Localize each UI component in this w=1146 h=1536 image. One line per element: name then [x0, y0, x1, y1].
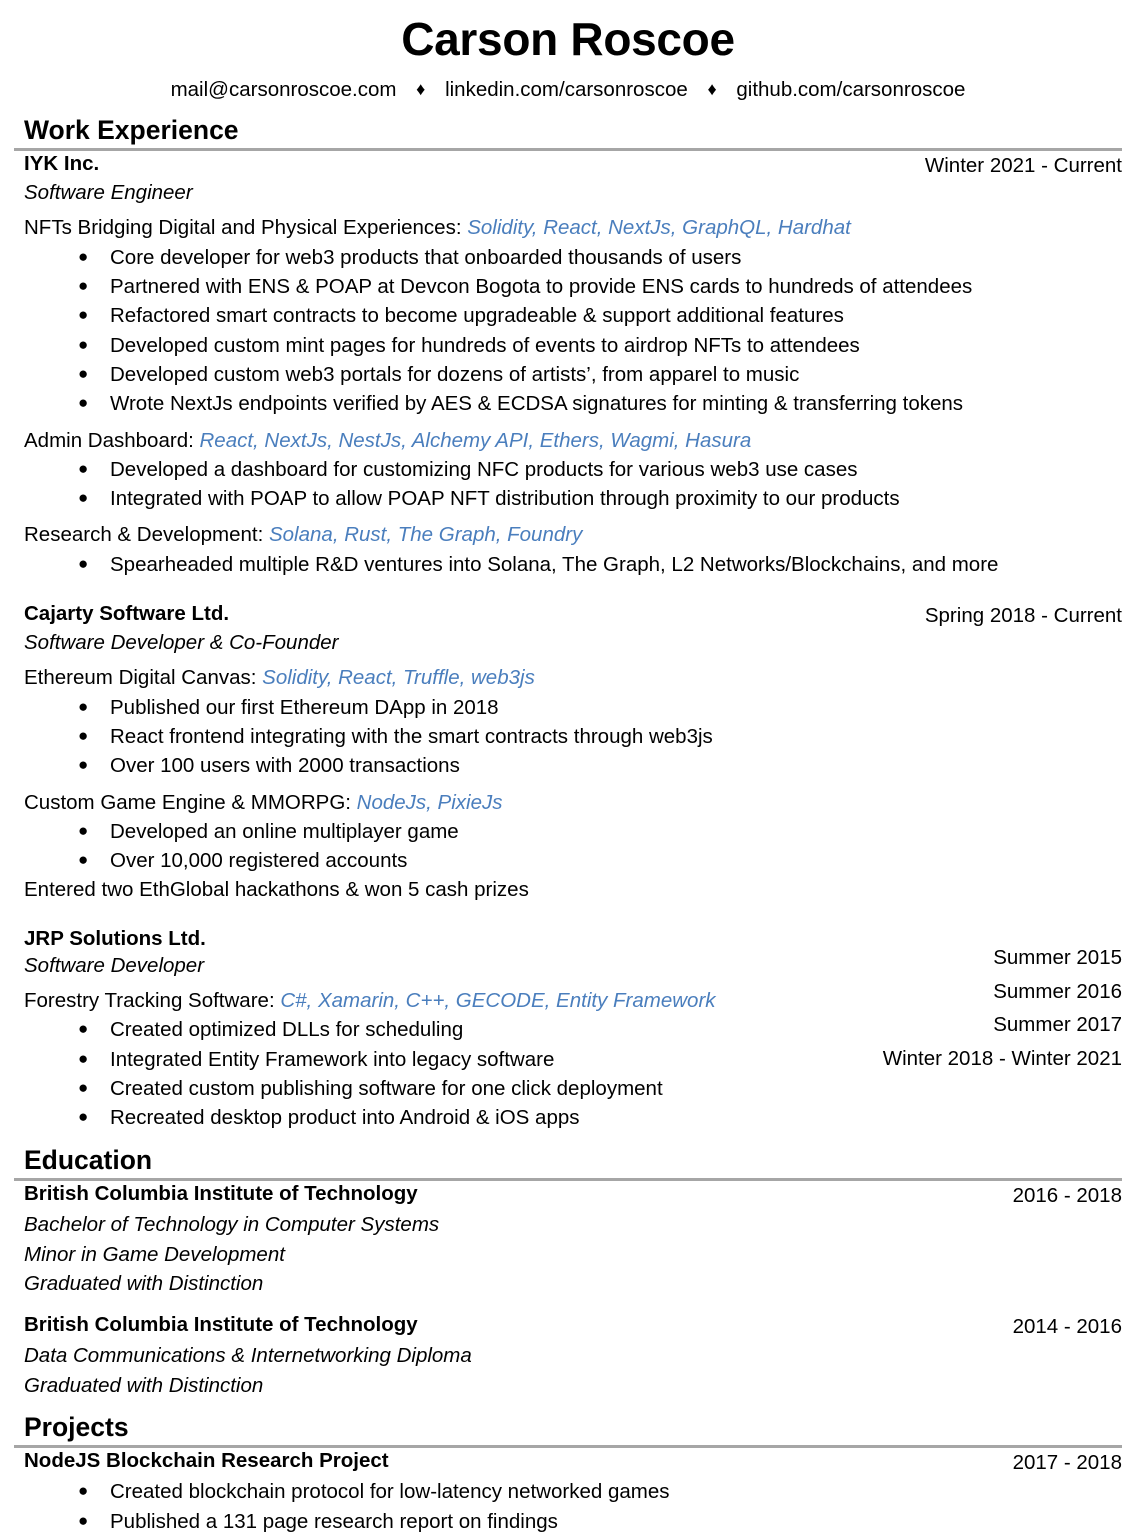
- project-label: Forestry Tracking Software:: [24, 989, 281, 1013]
- education-detail: Minor in Game Development: [24, 1242, 285, 1266]
- date-range: Winter 2018 - Winter 2021: [882, 1046, 1122, 1070]
- bullet-dot-icon: ●: [78, 850, 89, 870]
- bullet-list: [24, 693, 1122, 781]
- contact-line: [14, 78, 1122, 103]
- spacer: [14, 904, 1122, 926]
- bullet-list: [24, 817, 1122, 876]
- tech-stack: Solidity, React, Truffle, web3js: [262, 666, 535, 690]
- bullet-dot-icon: ●: [78, 305, 89, 325]
- bullet-dot-icon: ●: [78, 1107, 89, 1127]
- employer-name: JRP Solutions Ltd.: [24, 927, 206, 951]
- tech-stack: Solidity, React, NextJs, GraphQL, Hardhat: [467, 216, 851, 240]
- project-label: Admin Dashboard:: [24, 428, 200, 452]
- education-entry: [14, 1181, 1122, 1298]
- tech-stack: React, NextJs, NestJs, Alchemy API, Ethers, Wagmi, Hasura: [199, 428, 752, 452]
- bullet-item: [24, 243, 1122, 272]
- bullet-item: [24, 331, 1122, 360]
- work-entry: [14, 926, 1122, 1132]
- date-range: Summer 2016: [993, 979, 1122, 1003]
- bullet-item: [24, 722, 1122, 751]
- work-entry-header: [24, 151, 1122, 180]
- work-experience-body: [14, 151, 1122, 1133]
- work-entry: [14, 601, 1122, 904]
- bullet-dot-icon: ●: [78, 1078, 89, 1097]
- bullet-item: [24, 693, 1122, 722]
- bullet-dot-icon: ●: [78, 488, 89, 508]
- bullet-text: Developed an online multiplayer game: [110, 819, 459, 843]
- bullet-item: [24, 360, 1122, 389]
- bullet-dot-icon: ●: [78, 1481, 89, 1501]
- bullet-dot-icon: ●: [78, 276, 89, 295]
- job-title: Software Developer & Co-Founder: [24, 631, 339, 655]
- education-entry-header: [24, 1312, 1122, 1341]
- work-entry-header: [24, 601, 1122, 630]
- bullet-text: Created blockchain protocol for low-latency networked games: [110, 1480, 670, 1504]
- bullet-item: [24, 550, 1122, 579]
- project-title-line: [24, 214, 1122, 242]
- bullet-item: [24, 484, 1122, 513]
- bullet-list: [24, 243, 1122, 419]
- bullet-text: Over 100 users with 2000 transactions: [110, 754, 460, 778]
- bullet-text: Created optimized DLLs for scheduling: [110, 1018, 464, 1042]
- education-detail: Graduated with Distinction: [24, 1373, 264, 1397]
- bullet-item: [24, 272, 1122, 301]
- bullet-text: Recreated desktop product into Android & iOS apps: [110, 1106, 580, 1130]
- section-heading-projects: Projects: [24, 1411, 129, 1442]
- diamond-separator-icon: ♦: [707, 79, 717, 99]
- bullet-list: [24, 1015, 1122, 1132]
- bullet-text: Developed custom web3 portals for dozens of artists’, from apparel to music: [110, 362, 800, 386]
- school-name: British Columbia Institute of Technology: [24, 1313, 418, 1337]
- bullet-text: Integrated with POAP to allow POAP NFT distribution through proximity to our products: [110, 487, 900, 511]
- education-entry-header: [24, 1181, 1122, 1210]
- bullet-text: Created custom publishing software for one click deployment: [110, 1077, 663, 1100]
- projects-body: [14, 1448, 1122, 1536]
- date-range: 2014 - 2016: [1012, 1315, 1122, 1339]
- github-link[interactable]: github.com/carsonroscoe: [736, 78, 966, 101]
- project-label: Research & Development:: [24, 523, 269, 547]
- project-label: Custom Game Engine & MMORPG:: [24, 790, 357, 814]
- education-detail: Bachelor of Technology in Computer Systems: [24, 1213, 440, 1237]
- email-text[interactable]: mail@carsonroscoe.com: [170, 78, 397, 101]
- education-body: [14, 1181, 1122, 1400]
- diamond-separator-icon: ♦: [416, 79, 426, 99]
- project-title-line: [24, 664, 1122, 692]
- bullet-list: [24, 550, 1122, 579]
- spacer: [14, 579, 1122, 601]
- bullet-item: [24, 301, 1122, 330]
- tech-stack: NodeJs, PixieJs: [356, 790, 503, 814]
- employer-name: IYK Inc.: [24, 152, 100, 176]
- date-range: 2016 - 2018: [1012, 1184, 1122, 1208]
- education-entry: [14, 1312, 1122, 1400]
- project-name: NodeJS Blockchain Research Project: [24, 1449, 389, 1473]
- date-range: Winter 2021 - Current: [924, 154, 1122, 178]
- date-range: 2017 - 2018: [1012, 1451, 1122, 1475]
- school-name: British Columbia Institute of Technology: [24, 1182, 418, 1206]
- bullet-list: [24, 455, 1122, 514]
- education-detail: Graduated with Distinction: [24, 1271, 264, 1295]
- bullet-dot-icon: ●: [78, 363, 89, 383]
- bullet-item: [24, 389, 1122, 418]
- date-range: Summer 2015: [993, 946, 1122, 970]
- spacer: [14, 1298, 1122, 1312]
- project-dates: [995, 1448, 1122, 1477]
- bullet-item: [24, 751, 1122, 780]
- bullet-text: Developed custom mint pages for hundreds of events to airdrop NFTs to attendees: [110, 333, 860, 357]
- bullet-item: [24, 1074, 1122, 1103]
- bullet-text: Partnered with ENS & POAP at Devcon Bogota to provide ENS cards to hundreds of attendees: [110, 275, 973, 298]
- job-title: Software Engineer: [24, 181, 193, 205]
- project-title-line: [24, 521, 1122, 549]
- section-heading-education: Education: [24, 1144, 153, 1175]
- date-range: Summer 2017: [993, 1013, 1122, 1037]
- employment-dates: [907, 601, 1122, 630]
- bullet-text: Over 10,000 registered accounts: [110, 849, 408, 873]
- page-title: Carson Roscoe: [401, 13, 735, 65]
- bullet-item: [24, 1477, 1122, 1506]
- bullet-text: Integrated Entity Framework into legacy software: [110, 1047, 555, 1071]
- job-title: Software Developer: [24, 953, 205, 977]
- bullet-dot-icon: ●: [78, 696, 89, 716]
- date-range: Spring 2018 - Current: [924, 604, 1122, 628]
- bullet-dot-icon: ●: [78, 820, 89, 840]
- bullet-dot-icon: ●: [78, 1019, 89, 1039]
- bullet-item: [24, 455, 1122, 484]
- work-entry: [14, 151, 1122, 579]
- bullet-text: Developed a dashboard for customizing NFC products for various web3 use cases: [110, 457, 858, 481]
- bullet-dot-icon: ●: [78, 334, 89, 354]
- section-heading-work: Work Experience: [24, 114, 239, 145]
- linkedin-link[interactable]: linkedin.com/carsonroscoe: [445, 78, 688, 101]
- bullet-dot-icon: ●: [78, 755, 89, 775]
- project-label: NFTs Bridging Digital and Physical Experiences:: [24, 216, 468, 240]
- project-entry: [14, 1448, 1122, 1536]
- bullet-dot-icon: ●: [78, 393, 89, 413]
- tech-stack: Solana, Rust, The Graph, Foundry: [268, 523, 583, 547]
- bullet-text: Refactored smart contracts to become upgradeable & support additional features: [110, 304, 844, 328]
- tech-stack: C#, Xamarin, C++, GECODE, Entity Framework: [280, 989, 716, 1013]
- bullet-text: Spearheaded multiple R&D ventures into Solana, The Graph, L2 Networks/Blockchains, and more: [110, 552, 999, 576]
- bullet-text: Wrote NextJs endpoints verified by AES & ECDSA signatures for minting & transferring tokens: [110, 392, 964, 416]
- bullet-text: Published a 131 page research report on findings: [110, 1509, 558, 1533]
- bullet-dot-icon: ●: [78, 726, 89, 745]
- project-entry-header: [24, 1448, 1122, 1477]
- bullet-dot-icon: ●: [78, 1048, 89, 1068]
- bullet-item: [24, 1015, 1122, 1044]
- bullet-dot-icon: ●: [78, 246, 89, 266]
- bullet-item: [24, 1045, 1122, 1074]
- bullet-item: [24, 817, 1122, 846]
- education-dates: [995, 1181, 1122, 1210]
- bullet-dot-icon: ●: [78, 458, 89, 478]
- bullet-list: [24, 1477, 1122, 1536]
- project-label: Ethereum Digital Canvas:: [24, 666, 263, 690]
- education-dates: [995, 1312, 1122, 1341]
- bullet-item: [24, 1103, 1122, 1132]
- employment-dates: [907, 151, 1122, 180]
- project-title-line: [24, 789, 1122, 817]
- bullet-dot-icon: ●: [78, 553, 89, 573]
- bullet-dot-icon: ●: [78, 1510, 89, 1530]
- project-title-line: [24, 427, 1122, 455]
- bullet-text: React frontend integrating with the smart contracts through web3js: [110, 725, 713, 748]
- education-detail: Data Communications & Internetworking Diploma: [24, 1344, 472, 1368]
- bullet-item: [24, 846, 1122, 875]
- employer-name: Cajarty Software Ltd.: [24, 602, 230, 626]
- entry-footer-note: Entered two EthGlobal hackathons & won 5 cash prizes: [24, 877, 529, 901]
- bullet-text: Core developer for web3 products that onboarded thousands of users: [110, 245, 742, 269]
- bullet-text: Published our first Ethereum DApp in 2018: [110, 695, 499, 719]
